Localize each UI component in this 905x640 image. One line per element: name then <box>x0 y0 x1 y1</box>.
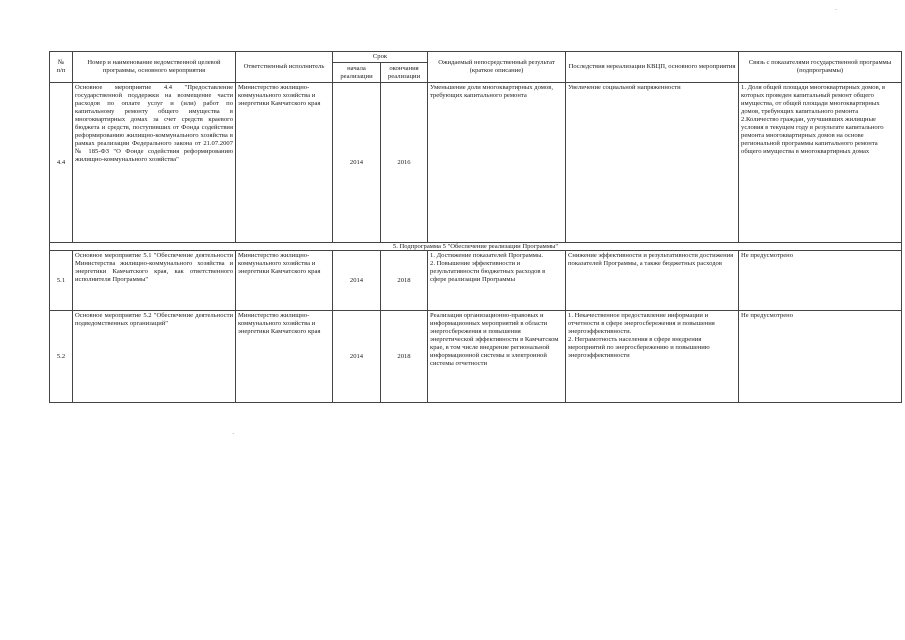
consequence-item: 2. Неграмотность населения в сфере внедрения мероприятий по энергосбережению и повышению энергоэффективности <box>568 336 710 359</box>
measure-name: Основное мероприятие 5.2 "Обеспечение деятельности подведомственных организаций" <box>73 311 236 403</box>
row-number: 5.1 <box>50 251 73 311</box>
table-row <box>50 311 902 403</box>
start-year: 2014 <box>333 311 381 403</box>
table-row <box>50 83 902 243</box>
start-year: 2014 <box>333 83 381 243</box>
non-implementation-consequences: Увеличение социальной напряженности <box>566 83 739 243</box>
expected-result-item: 2. Повышение эффективности и результативности бюджетных расходов в сфере реализации Программы <box>430 260 546 283</box>
responsible-executor: Министерство жилищно-коммунального хозяйства и энергетики Камчатского края <box>236 311 333 403</box>
non-implementation-consequences <box>566 311 739 403</box>
header-expected: Ожидаемый непосредственный результат (краткое описание) <box>428 52 566 83</box>
responsible-executor: Министерство жилищно-коммунального хозяйства и энергетики Камчатского края <box>236 251 333 311</box>
expected-result <box>428 251 566 311</box>
header-name: Номер и наименование ведомственной целевой программы, основного мероприятия <box>73 52 236 83</box>
measure-name: Основное мероприятие 4.4 "Предоставление государственной поддержки на возмещение части расходов по оплате услуг и (или) работ по капитальному ремонту общего имущества в многоквартирных домах за счет средств краевого бюджета и средств, поступивших от Фонда содействия реформированию жилищно-коммунального хозяйства в рамках реализации Федерального закона от 21.07.2007 № 185-ФЗ "О Фонде содействия реформированию жилищно-коммунального хозяйства" <box>73 83 236 243</box>
table-row <box>50 251 902 311</box>
indicator-link: Не предусмотрено <box>739 251 902 311</box>
header-term: Срок <box>333 52 428 63</box>
end-year: 2018 <box>381 311 428 403</box>
header-start: начала реализации <box>333 63 381 83</box>
measure-name: Основное мероприятие 5.1 "Обеспечение деятельности Министерства жилищно-коммунального хозяйства и энергетики Камчатского края, как ответственного исполнителя Программы" <box>73 251 236 311</box>
program-measures-table <box>49 51 902 403</box>
header-consequences: Последствия нереализации КВЦП, основного мероприятия <box>566 52 739 83</box>
indicator-link-item: 1. Доля общей площади многоквартирных домов, в которых проведен капитальный ремонт общего имущества, от общей площади многоквартирных домов, требующих капитального ремонта <box>741 84 886 115</box>
scan-speck: · <box>232 430 235 438</box>
row-number: 4.4 <box>50 83 73 243</box>
indicator-link-item: 2.Количество граждан, улучшивших жилищные условия в текущем году в результате капитального ремонта многоквартирных домов на основе региональной программы капитального ремонта общего имущества в многоквартирных домах <box>741 116 884 155</box>
consequence-item: 1. Некачественное предоставление информации и отчетности в сфере энергосбережения и повышения энергоэффективности. <box>568 312 715 335</box>
row-number: 5.2 <box>50 311 73 403</box>
end-year: 2016 <box>381 83 428 243</box>
header-end: окончания реализации <box>381 63 428 83</box>
expected-result: Реализация организационно-правовых и информационных мероприятий в области энергосбережения и повышения энергетической эффективности в Камчатском крае, в том числе внедрение региональной информационной системы и электронной системы отчетности <box>428 311 566 403</box>
header-responsible: Ответственный исполнитель <box>236 52 333 83</box>
section-row <box>50 243 902 251</box>
corner-mark: ` <box>835 8 838 16</box>
section-title: 5. Подпрограмма 5 "Обеспечение реализации Программы" <box>50 243 902 251</box>
non-implementation-consequences: Снижение эффективности и результативности достижения показателей Программы, а также бюджетных расходов <box>566 251 739 311</box>
expected-result-item: 1. Достижение показателей Программы. <box>430 252 544 259</box>
start-year: 2014 <box>333 251 381 311</box>
indicator-link <box>739 83 902 243</box>
indicator-link: Не предусмотрено <box>739 311 902 403</box>
header-link: Связь с показателями государственной программы (подпрограммы) <box>739 52 902 83</box>
expected-result: Уменьшение доли многоквартирных домов, требующих капитального ремонта <box>428 83 566 243</box>
responsible-executor: Министерство жилищно-коммунального хозяйства и энергетики Камчатского края <box>236 83 333 243</box>
end-year: 2018 <box>381 251 428 311</box>
header-num: № п/п <box>50 52 73 83</box>
